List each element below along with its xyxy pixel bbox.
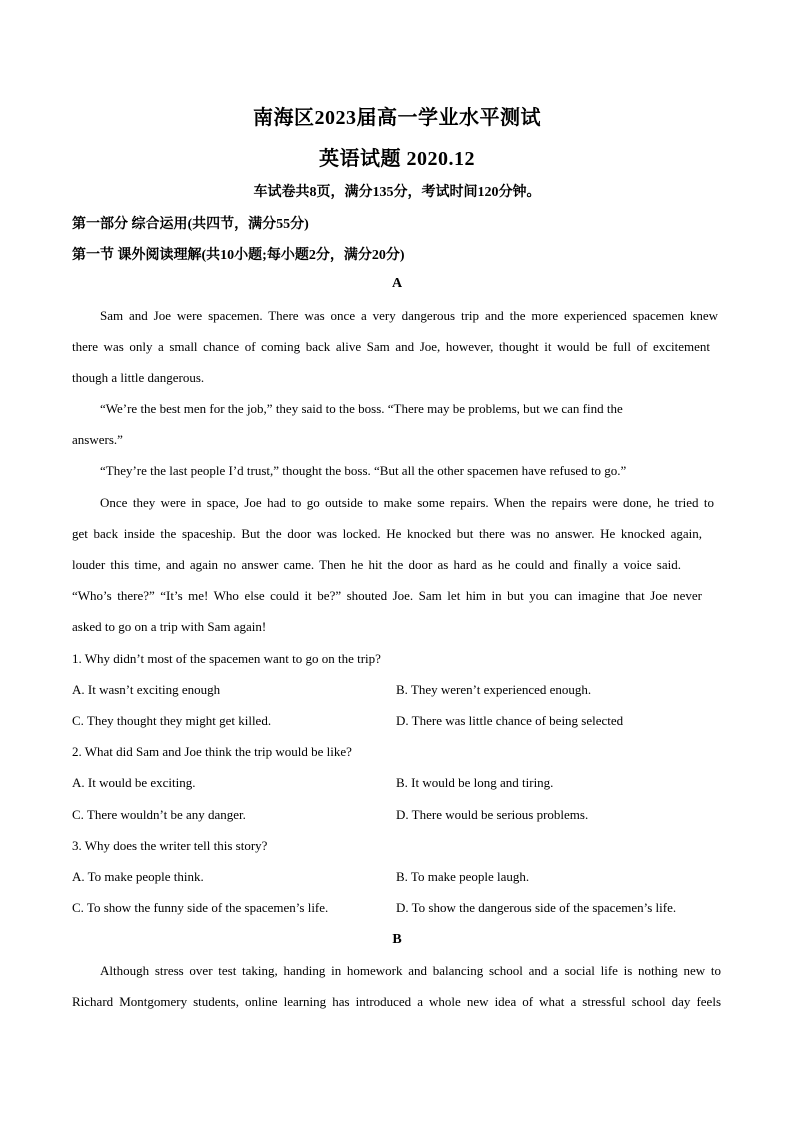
question-stem: 3. Why does the writer tell this story? xyxy=(72,838,268,853)
passage-a-line: “We’re the best men for the job,” they said to the boss. “There may be problems, but we can find the xyxy=(100,401,623,416)
passage-a-line: answers.” xyxy=(72,432,123,447)
passage-b-line: Richard Montgomery students, online learning has introduced a whole new idea of what a stressful school day feels xyxy=(72,994,721,1009)
question-stem: 1. Why didn’t most of the spacemen want to go on the trip? xyxy=(72,651,381,666)
option-a: A. To make people think. xyxy=(72,869,204,884)
passage-a-line: “They’re the last people I’d trust,” thought the boss. “But all the other spacemen have refused to go.” xyxy=(100,463,627,478)
option-b: B. It would be long and tiring. xyxy=(396,775,554,790)
passage-a-line: Sam and Joe were spacemen. There was once a very dangerous trip and the more experienced spacemen knew xyxy=(100,308,718,323)
option-d: D. There would be serious problems. xyxy=(396,807,589,822)
part-heading: 第一部分 综合运用(共四节，满分55分) xyxy=(72,217,309,232)
passage-a-line: louder this time, and again no answer came. Then he hit the door as hard as he could and finally a voice said. xyxy=(72,557,681,572)
option-c: C. They thought they might get killed. xyxy=(72,713,272,728)
exam-title: 南海区2023届高一学业水平测试 xyxy=(253,107,541,129)
option-c: C. There wouldn’t be any danger. xyxy=(72,807,246,822)
passage-a-line: Once they were in space, Joe had to go outside to make some repairs. When the repairs were done, he tried to xyxy=(100,495,714,510)
passage-b-line: Although stress over test taking, handing in homework and balancing school and a social life is nothing new to xyxy=(100,963,721,978)
option-a: A. It wasn’t exciting enough xyxy=(72,682,221,697)
question-stem: 2. What did Sam and Joe think the trip would be like? xyxy=(72,744,352,759)
passage-a-letter: A xyxy=(391,276,403,291)
option-b: B. They weren’t experienced enough. xyxy=(396,682,592,697)
option-d: D. To show the dangerous side of the spacemen’s life. xyxy=(396,900,677,915)
passage-b-letter: B xyxy=(392,932,402,947)
option-d: D. There was little chance of being selected xyxy=(396,713,624,728)
exam-info: 车试卷共8页，满分135分，考试时间120分钟。 xyxy=(253,185,541,200)
section-heading: 第一节 课外阅读理解(共10小题;每小题2分，满分20分) xyxy=(72,248,405,263)
passage-a-line: “Who’s there?” “It’s me! Who else could it be?” shouted Joe. Sam let him in but you can imagine that Joe never xyxy=(72,588,702,603)
passage-a-line: asked to go on a trip with Sam again! xyxy=(72,619,267,634)
passage-a-line: though a little dangerous. xyxy=(72,370,205,385)
passage-a-line: get back inside the spaceship. But the door was locked. He knocked but there was no answer. He knocked again, xyxy=(72,526,702,541)
option-a: A. It would be exciting. xyxy=(72,775,196,790)
option-b: B. To make people laugh. xyxy=(396,869,530,884)
passage-a-line: there was only a small chance of coming back alive Sam and Joe, however, thought it would be full of excitement xyxy=(72,339,710,354)
exam-subtitle: 英语试题 2020.12 xyxy=(319,148,475,170)
option-c: C. To show the funny side of the spacemen’s life. xyxy=(72,900,329,915)
